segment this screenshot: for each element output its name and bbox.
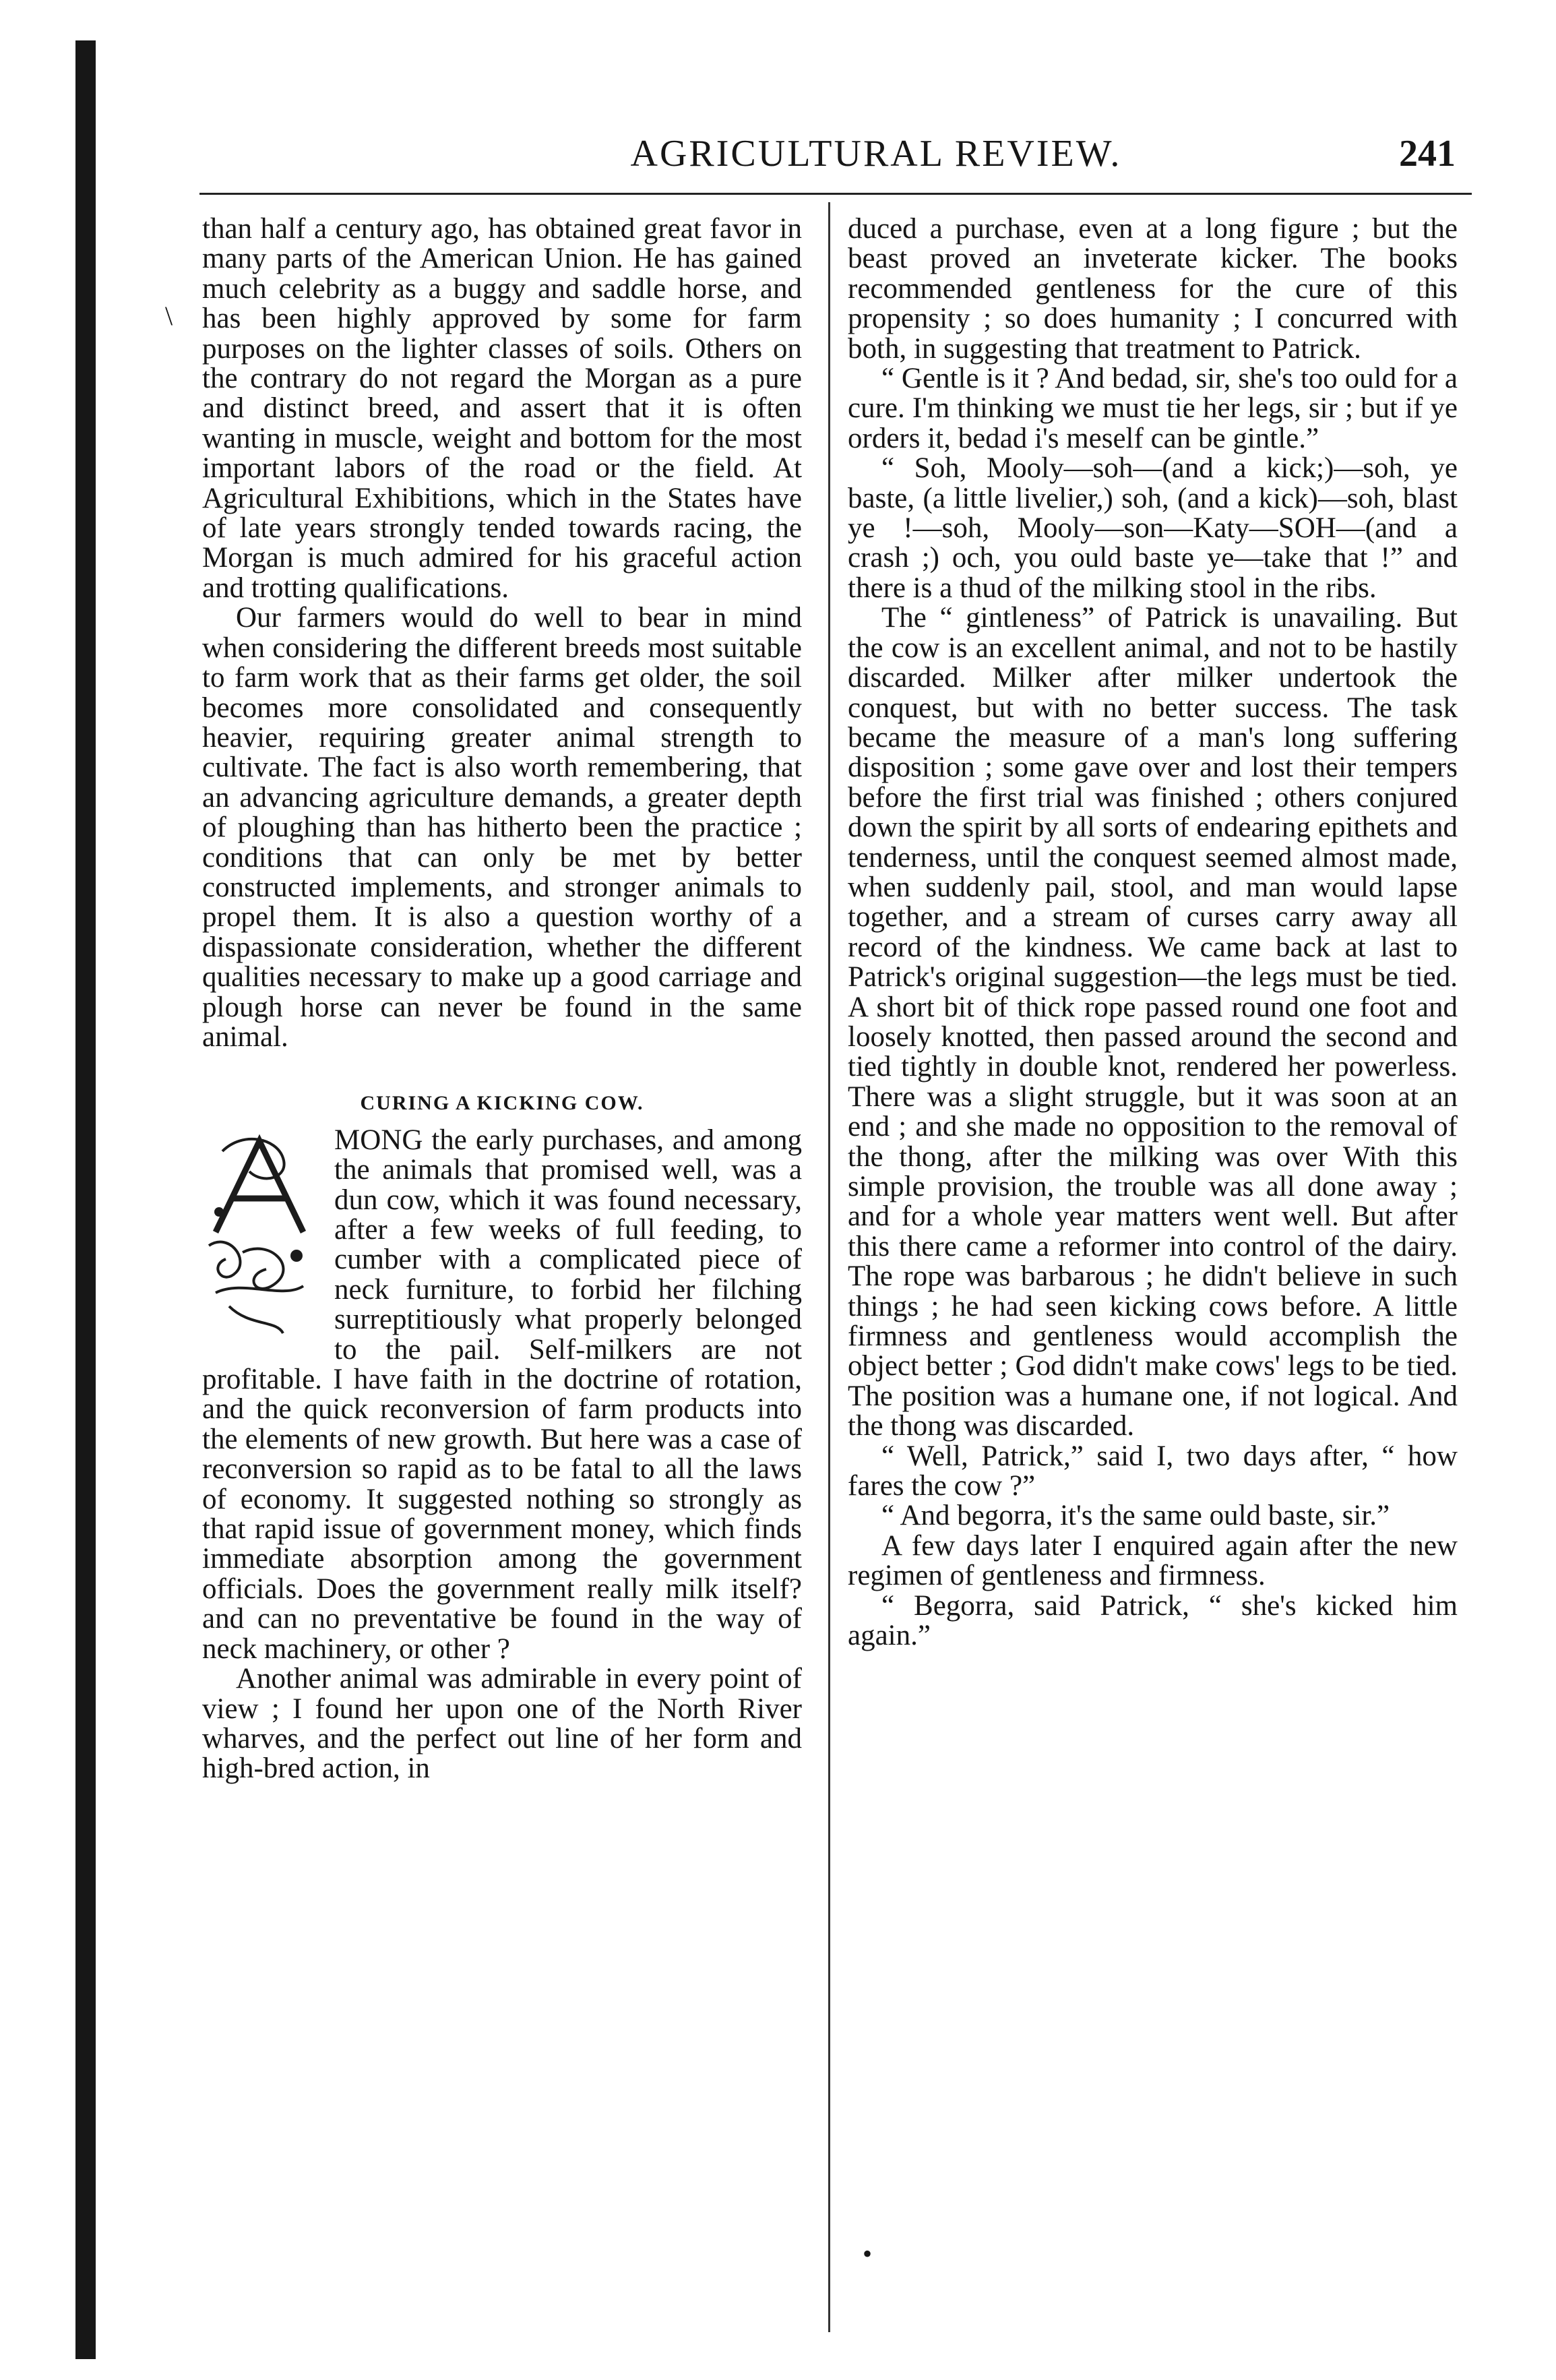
running-head	[202, 128, 1469, 189]
paragraph: “ And begorra, it's the same ould baste, sir.”	[881, 1500, 1390, 1532]
paragraph: The “ gintleness” of Patrick is unavailing. But the cow is an excellent animal, and not to be hastily discarded. Milker after milker undertook the conquest, but with no better success. The task became the measure of a man's long suffering disposition ; some gave over and lost their tempers before the first trial was finished ; others conjured down the spirit by all sorts of endearing epithets and tenderness, until the conquest seemed almost made, when suddenly pail, stool, and man would lapse together, and a stream of curses carry away all record of the kindness. We came back at last to Patrick's original suggestion—the legs must be tied. A short bit of thick rope passed round one foot and loosely knotted, then passed around the second and tied tightly in double knot, rendered her powerless. There was a slight struggle, but it was soon at an end ; and she made no opposition to the removal of the thong, after the milking was over With this simple provision, the trouble was all done away ; and for a whole year matters went well. But after this there came a reformer into control of the dairy. The rope was barbarous ; he didn't believe in such things ; he had seen kicking cows before. A little firmness and gentleness would accomplish the object better ; God didn't make cows' legs to be tied. The position was a humane one, if not logical. And the thong was discarded.	[848, 602, 1458, 1442]
paragraph: “ Begorra, said Patrick, “ she's kicked him again.”	[848, 1589, 1458, 1652]
paragraph: Another animal was admirable in every point of view ; I found her upon one of the North River wharves, and the perfect out line of her form and high-bred action, in	[202, 1663, 802, 1785]
article-title: CURING A KICKING COW.	[360, 1092, 644, 1115]
left-column	[202, 214, 802, 1784]
paragraph: MONG the early purchases, and among the animals that promised well, was a dun cow, which it was found necessary, after a few weeks of full feeding, to cumber with a complicated piece of neck furniture, to forbid her filching surreptitiously what properly belonged to the pail. Self-milkers are not profitable. I have faith in the doctrine of rotation, and the quick reconversion of farm products into the elements of new growth. But here was a case of reconversion so rapid as to be fatal to all the laws of economy. It suggested nothing so strongly as that rapid issue of government money, which finds immediate absorption among the government officials. Does the government really milk itself? and can no preventative be found in the way of neck machinery, or other ?	[202, 1124, 802, 1665]
paragraph: duced a purchase, even at a long figure ; but the beast proved an inveterate kicker. The books recommended gentleness for the cure of this propensity ; so does humanity ; I concurred with both, in suggesting that treatment to Patrick.	[848, 213, 1458, 365]
paragraph: “ Gentle is it ? And bedad, sir, she's too ould for a cure. I'm thinking we must tie her legs, sir ; but if ye orders it, bedad i's meself can be gintle.”	[848, 363, 1458, 454]
binding-shadow-bar	[75, 40, 96, 2359]
bottom-dot: •	[863, 2238, 873, 2269]
margin-mark: \	[165, 301, 173, 331]
ornamental-initial-a-icon	[202, 1131, 323, 1340]
paragraph: Our farmers would do well to bear in mind when considering the different breeds most suitable to farm work that as their farms get older, the soil becomes more consolidated and consequently heavier, requiring greater animal strength to cultivate. The fact is also worth remembering, that an advancing agriculture demands, a greater depth of ploughing than has hitherto been the practice ; conditions that can only be met by better constructed implements, and stronger animals to propel them. It is also a question worthy of a dispassionate consideration, whether the different qualities necessary to make up a good carriage and plough horse can never be found in the same animal.	[202, 602, 802, 1053]
ornamental-initial-a	[202, 1131, 323, 1340]
paragraph: “ Soh, Mooly—soh—(and a kick;)—soh, ye baste, (a little livelier,) soh, (and a kick)—soh, blast ye !—soh, Mooly—son—Katy—SOH—(and a crash ;) och, you ould baste ye—take that !” and there is a thud of the milking stool in the ribs.	[848, 452, 1458, 604]
column-divider	[828, 202, 830, 2332]
header-rule	[199, 193, 1472, 195]
paragraph: than half a century ago, has obtained great favor in many parts of the American Union. He has gained much celebrity as a buggy and saddle horse, and has been highly approved by some for farm purposes on the lighter classes of soils. Others on the contrary do not regard the Morgan as a pure and distinct breed, and assert that it is often wanting in muscle, weight and bottom for the most important labors of the road or the field. At Agricultural Exhibitions, which in the States have of late years strongly tended towards racing, the Morgan is much admired for his graceful action and trotting qualifications.	[202, 213, 802, 604]
running-title: AGRICULTURAL REVIEW.	[630, 133, 1122, 175]
paragraph: A few days later I enquired again after the new regimen of gentleness and firmness.	[848, 1529, 1458, 1592]
right-column	[848, 214, 1458, 1651]
page-number: 241	[1399, 133, 1456, 175]
page-binding-edge	[0, 0, 101, 2380]
paragraph: “ Well, Patrick,” said I, two days after, “ how fares the cow ?”	[848, 1440, 1458, 1502]
